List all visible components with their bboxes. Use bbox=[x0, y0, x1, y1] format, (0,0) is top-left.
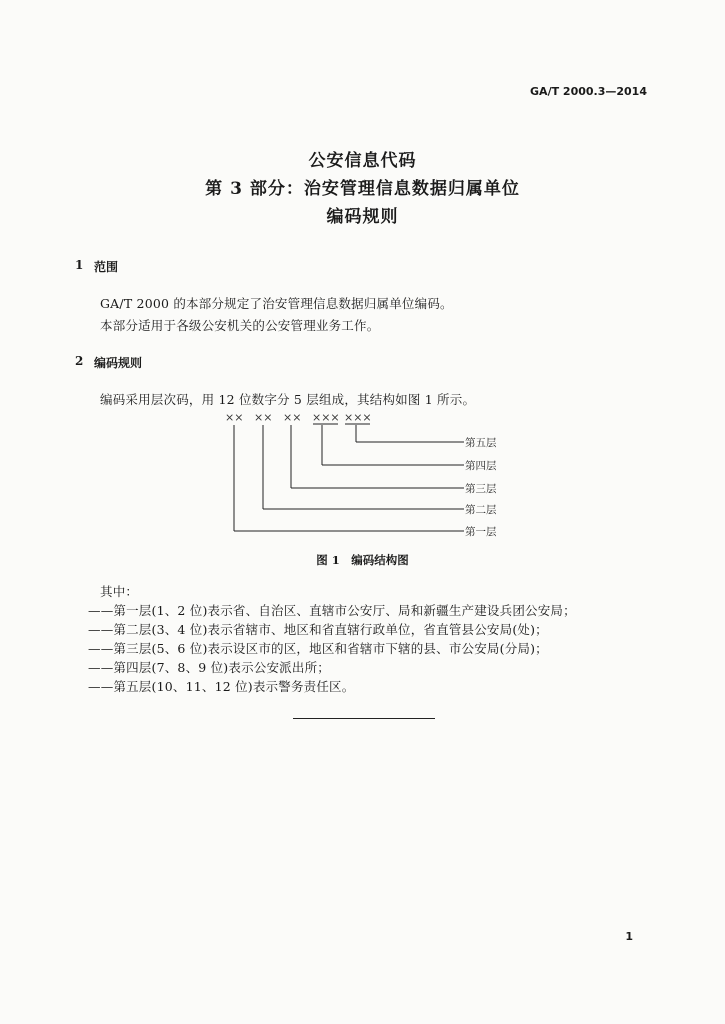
end-of-text-rule bbox=[293, 718, 435, 719]
code-group-4: ××× bbox=[312, 411, 340, 424]
figure-caption: 图 1 编码结构图 bbox=[316, 553, 409, 567]
code-group-1: ×× bbox=[225, 411, 244, 424]
section-1-number: 1 bbox=[75, 258, 84, 272]
section-1-paragraph-1: GA/T 2000 的本部分规定了治安管理信息数据归属单位编码。 bbox=[100, 296, 453, 311]
layer-label-2: 第二层 bbox=[465, 504, 497, 516]
layer-label-1: 第一层 bbox=[465, 526, 497, 538]
notes-item-2: ——第二层(3、4 位)表示省辖市、地区和省直辖行政单位，省直管县公安局(处)； bbox=[88, 622, 548, 637]
section-1-paragraph-2: 本部分适用于各级公安机关的公安管理业务工作。 bbox=[100, 318, 380, 333]
code-group-3: ×× bbox=[283, 411, 302, 424]
notes-item-5: ——第五层(10、11、12 位)表示警务责任区。 bbox=[88, 679, 355, 694]
page-number: 1 bbox=[625, 930, 633, 943]
notes-item-3: ——第三层(5、6 位)表示设区市的区，地区和省辖市下辖的县、市公安局(分局)； bbox=[88, 641, 548, 656]
section-2-number: 2 bbox=[75, 354, 84, 368]
layer-label-5: 第五层 bbox=[465, 437, 497, 449]
section-2-paragraph-1: 编码采用层次码，用 12 位数字分 5 层组成，其结构如图 1 所示。 bbox=[100, 392, 476, 407]
document-title-line2: 第 3 部分：治安管理信息数据归属单位 bbox=[205, 179, 520, 199]
document-title-line3: 编码规则 bbox=[326, 207, 399, 227]
notes-item-1: ——第一层(1、2 位)表示省、自治区、直辖市公安厅、局和新疆生产建设兵团公安局； bbox=[88, 603, 576, 618]
code-group-5: ××× bbox=[344, 411, 372, 424]
document-title-line1: 公安信息代码 bbox=[308, 151, 417, 171]
notes-item-4: ——第四层(7、8、9 位)表示公安派出所； bbox=[88, 660, 330, 675]
notes-intro: 其中： bbox=[100, 584, 139, 599]
section-2-heading: 编码规则 bbox=[94, 356, 143, 370]
layer-label-4: 第四层 bbox=[465, 460, 497, 472]
section-1-heading: 范围 bbox=[94, 260, 119, 274]
standard-number: GA/T 2000.3—2014 bbox=[530, 85, 647, 98]
layer-label-3: 第三层 bbox=[465, 483, 497, 495]
code-group-2: ×× bbox=[254, 411, 273, 424]
